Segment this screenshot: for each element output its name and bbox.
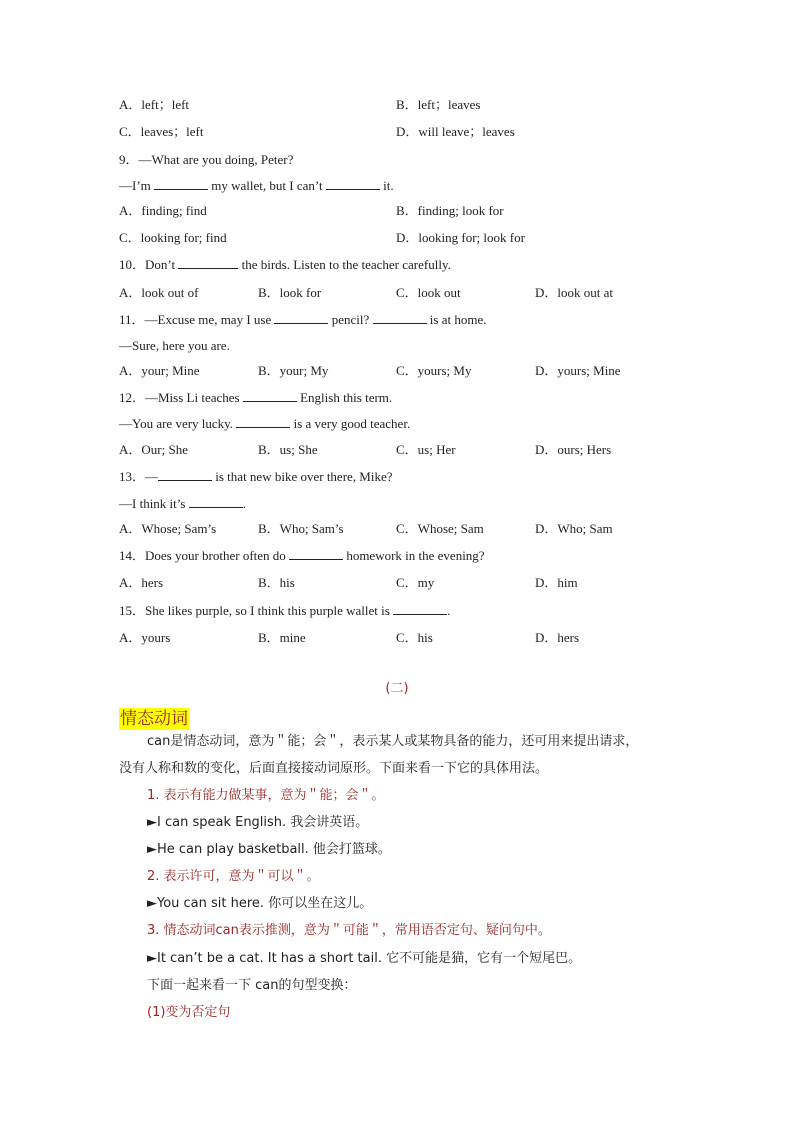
q12-stem-text-a: 12．—Miss Li teaches xyxy=(119,390,240,405)
q13-option-d: D．Who; Sam xyxy=(535,521,613,536)
grammar-point-2: 2. 表示许可，意为＂可以＂。 xyxy=(147,869,320,884)
q9-line2 xyxy=(119,177,394,195)
q11-stem-text-a: 11．—Excuse me, may I use xyxy=(119,312,272,327)
q13-line2-text-b: . xyxy=(242,496,246,511)
q12-stem-text-b: English this term. xyxy=(300,390,393,405)
q10-stem-text-a: 10．Don’t xyxy=(119,257,176,272)
grammar-intro-line1: can是情态动词，意为＂能；会＂，表示某人或某物具备的能力，还可用来提出请求， xyxy=(147,734,639,749)
answer-blank xyxy=(326,177,380,190)
q15-option-b: B．mine xyxy=(258,630,306,645)
q15-stem-text-a: 15．She likes purple, so I think this purple wallet is xyxy=(119,603,390,618)
answer-blank xyxy=(189,495,243,508)
q11-stem xyxy=(119,311,486,329)
q13-option-c: C．Whose; Sam xyxy=(396,521,484,536)
q8-option-b: B．left；leaves xyxy=(396,97,481,112)
q11-stem-text-c: is at home. xyxy=(429,312,487,327)
grammar-transform-intro: 下面一起来看一下 can的句型变换： xyxy=(147,978,357,993)
q9-line2-text-a: —I’m xyxy=(119,178,151,193)
q11-line2: —Sure, here you are. xyxy=(119,338,230,353)
answer-blank xyxy=(236,415,290,428)
q11-option-c: C．yours; My xyxy=(396,363,472,378)
q8-option-c: C．leaves；left xyxy=(119,124,204,139)
grammar-intro-line2: 没有人称和数的变化，后面直接接动词原形。下面来看一下它的具体用法。 xyxy=(119,761,549,776)
answer-blank xyxy=(373,311,427,324)
grammar-point-3: 3. 情态动词can表示推测，意为＂可能＂，常用语否定句、疑问句中。 xyxy=(147,923,551,938)
q9-option-b: B．finding; look for xyxy=(396,203,504,218)
answer-blank xyxy=(289,547,343,560)
answer-blank xyxy=(243,389,297,402)
q9-option-a: A．finding; find xyxy=(119,203,207,218)
q9-line2-text-c: it. xyxy=(383,178,394,193)
q14-option-d: D．him xyxy=(535,575,578,590)
q12-option-a: A．Our; She xyxy=(119,442,188,457)
q10-stem-text-b: the birds. Listen to the teacher carefully. xyxy=(241,257,451,272)
grammar-subpoint-1: (1)变为否定句 xyxy=(147,1005,231,1020)
q10-option-a: A．look out of xyxy=(119,285,199,300)
q14-option-a: A．hers xyxy=(119,575,164,590)
q15-option-c: C．his xyxy=(396,630,433,645)
q10-stem xyxy=(119,256,451,274)
q15-stem-text-b: . xyxy=(447,603,451,618)
q15-option-a: A．yours xyxy=(119,630,171,645)
grammar-example-1: ►I can speak English. 我会讲英语。 xyxy=(147,815,369,830)
answer-blank xyxy=(178,256,238,269)
q12-line2-text-a: —You are very lucky. xyxy=(119,416,234,431)
q15-stem xyxy=(119,602,450,620)
q10-option-b: B．look for xyxy=(258,285,322,300)
q10-option-d: D．look out at xyxy=(535,285,613,300)
q12-line2 xyxy=(119,415,410,433)
answer-blank xyxy=(158,468,212,481)
answer-blank xyxy=(393,602,447,615)
answer-blank xyxy=(274,311,328,324)
q13-option-b: B．Who; Sam’s xyxy=(258,521,344,536)
q13-stem-text-b: is that new bike over there, Mike? xyxy=(215,469,393,484)
q14-stem-text-a: 14．Does your brother often do xyxy=(119,548,286,563)
q10-option-c: C．look out xyxy=(396,285,461,300)
q9-stem: 9．—What are you doing, Peter? xyxy=(119,152,294,167)
grammar-heading: 情态动词 xyxy=(120,709,188,729)
q12-line2-text-b: is a very good teacher. xyxy=(293,416,411,431)
answer-blank xyxy=(154,177,208,190)
q12-option-d: D．ours; Hers xyxy=(535,442,612,457)
q13-stem xyxy=(119,468,393,486)
q12-option-b: B．us; She xyxy=(258,442,318,457)
q13-stem-text-a: 13．— xyxy=(119,469,159,484)
section-title: (二) xyxy=(385,681,409,696)
q14-option-c: C．my xyxy=(396,575,435,590)
q8-option-a: A．left；left xyxy=(119,97,190,112)
grammar-example-4: ►It can’t be a cat. It has a short tail. 它不可能是猫，它有一个短尾巴。 xyxy=(147,951,582,966)
q14-stem-text-b: homework in the evening? xyxy=(346,548,485,563)
q12-stem xyxy=(119,389,392,407)
q14-option-b: B．his xyxy=(258,575,295,590)
grammar-point-1: 1. 表示有能力做某事，意为＂能；会＂。 xyxy=(147,788,385,803)
q9-line2-text-b: my wallet, but I can’t xyxy=(211,178,323,193)
q13-line2 xyxy=(119,495,246,513)
q11-option-d: D．yours; Mine xyxy=(535,363,621,378)
q11-option-a: A．your; Mine xyxy=(119,363,200,378)
q8-option-d: D．will leave；leaves xyxy=(396,124,515,139)
q9-option-d: D．looking for; look for xyxy=(396,230,525,245)
q9-option-c: C．looking for; find xyxy=(119,230,227,245)
q13-line2-text-a: —I think it’s xyxy=(119,496,186,511)
q15-option-d: D．hers xyxy=(535,630,580,645)
q13-option-a: A．Whose; Sam’s xyxy=(119,521,217,536)
grammar-example-3: ►You can sit here. 你可以坐在这儿。 xyxy=(147,896,373,911)
grammar-example-2: ►He can play basketball. 他会打篮球。 xyxy=(147,842,391,857)
q11-option-b: B．your; My xyxy=(258,363,329,378)
q11-stem-text-b: pencil? xyxy=(331,312,370,327)
q14-stem xyxy=(119,547,485,565)
q12-option-c: C．us; Her xyxy=(396,442,456,457)
